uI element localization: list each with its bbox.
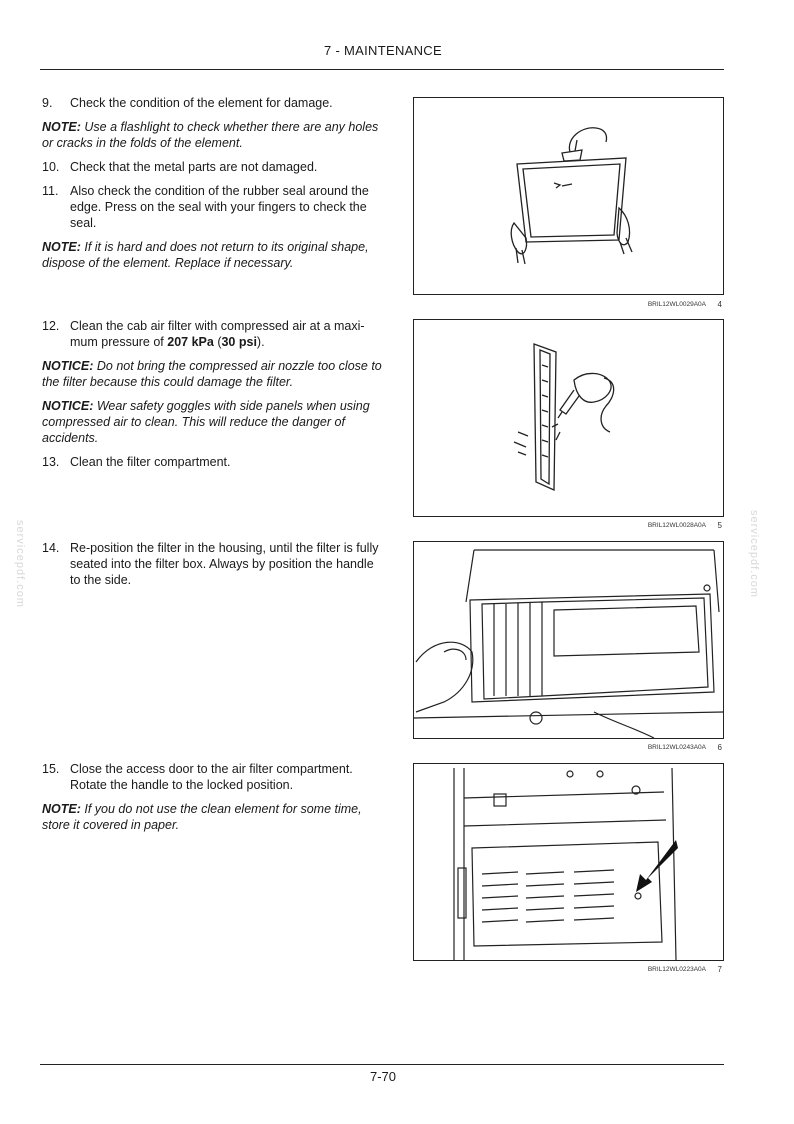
note (42, 119, 382, 151)
notice-label: NOTICE: (42, 399, 94, 413)
step-item (42, 454, 382, 470)
air-cleaning-illustration (414, 320, 723, 516)
note-label: NOTE: (42, 120, 81, 134)
figure-code: BRIL12WL0029A0A (647, 301, 706, 308)
figure-number: 5 (717, 521, 722, 530)
step-number: 12. (42, 319, 60, 333)
section-step-15 (42, 761, 382, 841)
step-text: Check that the metal parts are not damaged. (70, 160, 318, 174)
footer-rule (40, 1064, 724, 1065)
figure-6-filter-repositioning (413, 541, 724, 739)
step-item (42, 159, 382, 175)
step-item (42, 318, 382, 350)
step-number: 14. (42, 541, 60, 555)
access-door-illustration (414, 764, 723, 960)
header-rule (40, 69, 724, 70)
step-number: 13. (42, 455, 60, 469)
step-text: Check the condition of the element for damage. (70, 96, 333, 110)
step-number: 9. (42, 96, 53, 110)
step-number: 15. (42, 762, 60, 776)
step-text: Also check the condition of the rubber seal around the edge. Press on the seal with your fingers to check the seal. (70, 184, 369, 230)
step-text: Clean the filter compartment. (70, 455, 231, 469)
pressure-psi: 30 psi (221, 335, 257, 349)
notice (42, 358, 382, 390)
notice-label: NOTICE: (42, 359, 94, 373)
page-header-title: 7 - MAINTENANCE (324, 43, 442, 58)
watermark-right: servicepdf.com (748, 510, 760, 598)
figure-code: BRIL12WL0243A0A (647, 744, 706, 751)
filter-housing-illustration (414, 542, 723, 738)
note-label: NOTE: (42, 802, 81, 816)
note-text: If you do not use the clean element for some time, store it covered in paper. (42, 802, 362, 832)
step-number: 11. (42, 184, 59, 198)
notice-text: Do not bring the compressed air nozzle too close to the filter because this could damage the filter. (42, 359, 382, 389)
paren-close: ). (256, 335, 265, 349)
notice-text: Wear safety goggles with side panels when using compressed air to clean. This will reduce the danger of accidents. (42, 399, 370, 445)
pointer-arrow (636, 840, 678, 892)
figure-number: 7 (717, 965, 722, 974)
watermark-left: servicepdf.com (14, 520, 26, 608)
figure-code: BRIL12WL0028A0A (647, 522, 706, 529)
step-item (42, 95, 382, 111)
note (42, 801, 382, 833)
figure-code: BRIL12WL0223A0A (647, 966, 706, 973)
section-step-9 (42, 95, 382, 279)
figure-number: 4 (717, 300, 722, 309)
step-item (42, 540, 382, 588)
section-step-14 (42, 540, 382, 596)
step-text: Close the access door to the air filter compartment. Rotate the handle to the locked position. (70, 762, 353, 792)
note-text: If it is hard and does not return to its original shape, dispose of the element. Replace if necessary. (42, 240, 369, 270)
step-item (42, 761, 382, 793)
section-step-12 (42, 318, 382, 478)
step-number: 10. (42, 160, 60, 174)
note-text: Use a flashlight to check whether there are any holes or cracks in the folds of the element. (42, 120, 379, 150)
step-item (42, 183, 382, 231)
step-text-before: Clean the cab air filter with compressed air at a maxi-mum pressure of (70, 319, 365, 349)
notice (42, 398, 382, 446)
figure-7-access-door (413, 763, 724, 961)
page-number: 7-70 (369, 1069, 397, 1084)
step-text: Re-position the filter in the housing, until the filter is fully seated into the filter box. Always by position the handle to the side. (70, 541, 379, 587)
pressure-kpa: 207 kPa (167, 335, 214, 349)
note-label: NOTE: (42, 240, 81, 254)
figure-number: 6 (717, 743, 722, 752)
paren-open: ( (213, 335, 222, 349)
figure-5-compressed-air-cleaning (413, 319, 724, 517)
note (42, 239, 382, 271)
figure-4-flashlight-inspection (413, 97, 724, 295)
filter-inspection-illustration (414, 98, 723, 294)
